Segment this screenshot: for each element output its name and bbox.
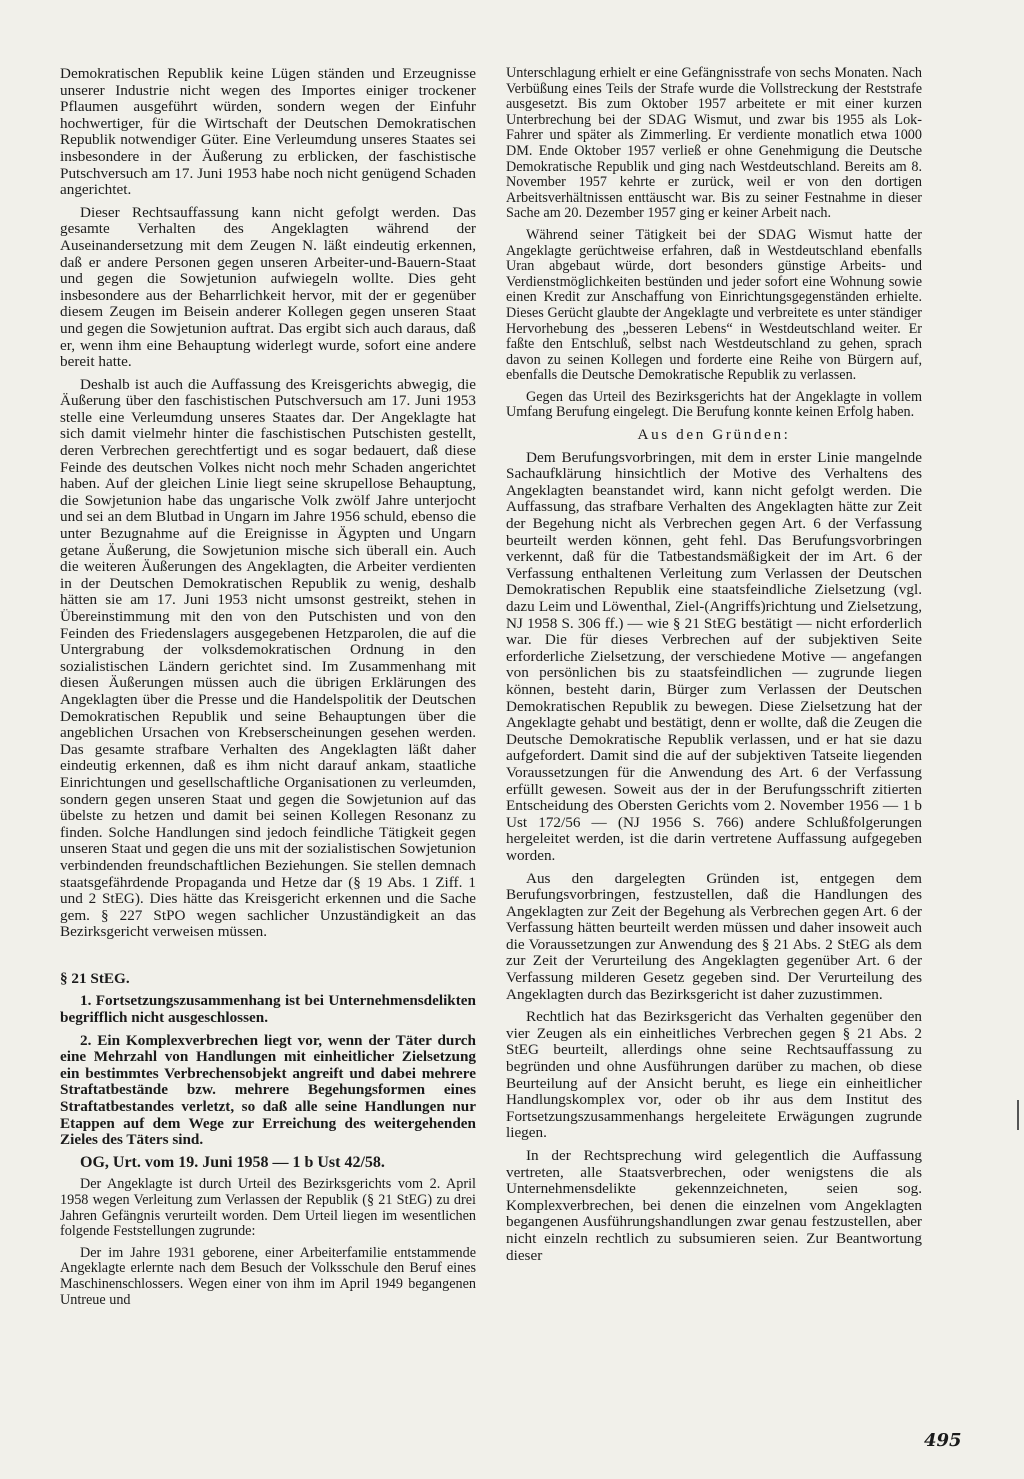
paragraph: Dieser Rechtsauffassung kann nicht gefolgt werden. Das gesamte Verhalten des Angeklagten während der Auseinandersetzung mit dem Zeugen N. läßt eindeutig erkennen, daß er andere Personen gegen unseren Arbeiter-und-Bauern-Staat und gegen die Sowjetunion aufwiegeln wollte. Dies geht insbesondere aus der Beharrlichkeit hervor, mit der er gegenüber diesem Zeugen im Beisein anderer Kollegen gegen unseren Staat und gegen die Sowjetunion auftrat. Das ergibt sich auch daraus, daß er, wenn ihm eine Behauptung widerlegt wurde, sofort eine andere bereit hatte.	[60, 203, 476, 371]
court-citation: OG, Urt. vom 19. Juni 1958 — 1 b Ust 42/58.	[80, 1153, 385, 1171]
paragraph: Rechtlich hat das Bezirksgericht das Verhalten gegenüber den vier Zeugen als ein einheitliches Verbrechen gegen § 21 Abs. 2 StEG beurteilt, allerdings ohne seine Rechtsauffassung zu begründen und ohne Ausführungen darüber zu machen, ob diese Beurteilung auf der Ansicht beruht, es liege ein einheitlicher Handlungskomplex vor, oder ob ihr aus dem Institut des Fortsetzungszusammenhangs hergeleitete Erwägungen zugrunde liegen.	[506, 1008, 922, 1142]
headnote-1: 1. Fortsetzungszusammenhang ist bei Unternehmensdelikten begrifflich nicht ausgeschlossen.	[60, 992, 476, 1027]
paragraph: Gegen das Urteil des Bezirksgerichts hat der Angeklagte in vollem Umfang Berufung eingelegt. Die Berufung konnte keinen Erfolg haben.	[506, 388, 922, 421]
paragraph: Dem Berufungsvorbringen, mit dem in erster Linie mangelnde Sachaufklärung hinsichtlich der Motive des Verhaltens des Angeklagten beanstandet wird, kann nicht gefolgt werden. Die Auffassung, das strafbare Verhalten des Angeklagten hätte zur Zeit der Begehung nicht als Verbrechen gegen Art. 6 der Verfassung beurteilt werden können, geht fehl. Das Berufungsvorbringen verkennt, daß für die Tatbestandsmäßigkeit der im Art. 6 der Verfassung enthaltenen Verleitung zum Verlassen der Deutschen Demokratischen Republik eine staatsfeindliche Zielsetzung (vgl. dazu Leim und Löwenthal, Ziel-(Angriffs)richtung und Zielsetzung, NJ 1958 S. 306 ff.) — wie § 21 StEG bestätigt — nicht erforderlich war. Die für dieses Verbrechen auf der subjektiven Seite erforderliche Zielsetzung, der verschiedene Motive — angefangen von persönlichen bis zu staatsfeindlichen — zugrunde liegen können, besteht darin, Bürger zum Verlassen der Deutschen Demokratischen Republik zu bewegen. Diese Zielsetzung hat der Angeklagte gehabt und bestätigt, denn er wollte, daß die Zeugen die Deutsche Demokratische Republik verlassen, und er hat sie dazu aufgefordert. Damit sind die auf der subjektiven Tatseite liegenden Voraussetzungen für die Anwendung des Art. 6 der Verfassung erfüllt gewesen. Soweit aus der in der Berufungsschrift zitierten Entscheidung des Obersten Gerichts vom 2. November 1956 — 1 b Ust 172/56 — (NJ 1956 S. 766) andere Schlußfolgerungen hergeleitet werden, ist die darin vertretene Auffassung aufgegeben worden.	[506, 448, 922, 864]
paragraph: Unterschlagung erhielt er eine Gefängnisstrafe von sechs Monaten. Nach Verbüßung eines Teils der Strafe wurde die Vollstreckung der Reststrafe ausgesetzt. Bis zum Oktober 1957 arbeitete er mit einer kurzen Unterbrechung bei der SDAG Wismut, und zwar bis 1955 als Lok-Fahrer und später als Zimmerling. Er verdiente monatlich etwa 1000 DM. Ende Oktober 1957 verließ er ohne Genehmigung die Deutsche Demokratische Republik und ging nach Westdeutschland. Bereits am 8. November 1957 kehrte er zurück, weil er von den dortigen Arbeitsverhältnissen enttäuscht war. Bis zu seiner Festnahme in dieser Sache am 20. Dezember 1957 ging er keiner Arbeit nach.	[506, 65, 922, 222]
paragraph: Deshalb ist auch die Auffassung des Kreisgerichts abwegig, die Äußerung über den faschistischen Putschversuch am 17. Juni 1953 stelle eine Verleumdung unseres Staates dar. Der Angeklagte hat sich damit vielmehr hinter die faschistischen Putschisten gestellt, deren Verbrechen gerechtfertigt und es sogar bedauert, daß diese Feinde des deutschen Volkes nicht noch mehr Schaden angerichtet haben. Auf der gleichen Linie liegt seine skrupellose Behauptung, die Sowjetunion habe das ungarische Volk zwölf Jahre unterjocht und sei an dem Blutbad in Ungarn im Jahre 1956 schuld, ebenso die unter Bezugnahme auf die Ereignisse in Ägypten und Ungarn getane Äußerung, die Sowjetunion mische sich überall ein. Auch die weiteren Äußerungen des Angeklagten, die Arbeiter verdienten in der Deutschen Demokratischen Republik zu wenig, deshalb hätten sie am 17. Juni 1953 nicht umsonst gestreikt, stehen in Übereinstimmung mit den von den Putschisten und von den Feinden des Friedenslagers ausgegebenen Hetzparolen, die auf die Untergrabung der volksdemokratischen Ordnung in den sozialistischen Ländern gerichtet sind. Im Zusammenhang mit diesen Äußerungen müssen auch die übrigen Erklärungen des Angeklagten über die Presse und die Handelspolitik der Deutschen Demokratischen Republik und seine Behauptungen über die angeblichen Ursachen von Krebserscheinungen gesehen werden. Das gesamte strafbare Verhalten des Angeklagten läßt daher eindeutig erkennen, daß es ihm nicht darauf ankam, staatliche Einrichtungen und gesellschaftliche Organisationen zu verleumden, sondern gegen unseren Staat und gegen die Sowjetunion auf das übelste zu hetzen und damit bei seinen Kollegen Resonanz zu finden. Solche Handlungen sind jedoch feindliche Tätigkeit gegen unseren Staat und gegen die uns mit der sozialistischen Sowjetunion verbindenden freundschaftlichen Beziehungen. Sie stellen demnach staatsgefährdende Propaganda und Hetze dar (§ 19 Abs. 1 Ziff. 1 und 2 StEG). Dies hätte das Kreisgericht erkennen und die Sache gem. § 227 StPO wegen sachlicher Unzuständigkeit an das Bezirksgericht verweisen müssen.	[60, 375, 476, 941]
paragraph: Demokratischen Republik keine Lügen ständen und Erzeugnisse unserer Industrie nicht wegen des Importes einiger trockener Pflaumen ausgeführt würden, sondern wegen der Einfuhr hochwertiger, für die Wirtschaft der Deutschen Demokratischen Republik notwendiger Güter. Eine Verleumdung unseres Staates sei insbesondere in der Äußerung zu erblicken, der faschistische Putschversuch am 17. Juni 1953 habe noch nicht genügend Schaden angerichtet.	[60, 65, 476, 199]
headnote-2: 2. Ein Komplexverbrechen liegt vor, wenn der Täter durch eine Mehrzahl von Handlungen mit einheitlicher Zielsetzung ein bestimmtes Verbrechensobjekt angreift und dabei mehrere Straftatbestände bzw. mehrere Begehungsformen eines Straftatbestandes verletzt, so daß alle seine Handlungen nur Etappen auf dem Wege zur Erreichung des weitergehenden Zieles des Täters sind.	[60, 1031, 476, 1149]
paragraph: Der Angeklagte ist durch Urteil des Bezirksgerichts vom 2. April 1958 wegen Verleitung zum Verlassen der Republik (§ 21 StEG) zu drei Jahren Gefängnis verurteilt worden. Dem Urteil liegen im wesentlichen folgende Feststellungen zugrunde:	[60, 1176, 476, 1240]
reasons-heading: Aus den Gründen:	[637, 426, 791, 444]
left-column	[60, 66, 476, 1314]
paragraph: Der im Jahre 1931 geborene, einer Arbeiterfamilie entstammende Angeklagte erlernte nach dem Besuch der Volksschule den Beruf eines Maschinenschlossers. Wegen einer von ihm im April 1949 begangenen Untreue und	[60, 1244, 476, 1308]
section-heading: § 21 StEG.	[60, 969, 130, 987]
paragraph: Aus den dargelegten Gründen ist, entgegen dem Berufungsvorbringen, festzustellen, daß die Handlungen des Angeklagten zur Zeit der Begehung als Verbrechen gegen Art. 6 der Verfassung hätten beurteilt werden müssen und daher insoweit auch die Voraussetzungen zur Anwendung des § 21 Abs. 2 StEG als dem zur Zeit der Verurteilung des Angeklagten gegenüber Art. 6 der Verfassung milderen Gesetz gegeben sind. Der Verurteilung des Angeklagten durch das Bezirksgericht ist daher zuzustimmen.	[506, 869, 922, 1003]
right-column	[506, 66, 922, 1270]
paragraph: In der Rechtsprechung wird gelegentlich die Auffassung vertreten, alle Staatsverbrechen, oder wenigstens die als Unternehmensdelikte gekennzeichneten, seien sog. Komplexverbrechen, bei denen die einzelnen vom Angeklagten begangenen Ausführungshandlungen zwar genau festzustellen, aber nicht einzeln rechtlich zu subsumieren seien. Zur Beantwortung dieser	[506, 1147, 922, 1264]
page-number: 495	[924, 1430, 962, 1451]
margin-mark	[1017, 1100, 1019, 1130]
paragraph: Während seiner Tätigkeit bei der SDAG Wismut hatte der Angeklagte gerüchtweise erfahren, daß in Westdeutschland ebenfalls Uran abgebaut würde, dort besonders günstige Arbeits- und Verdienstmöglichkeiten bestünden und jeder sofort eine Wohnung sowie einen Kredit zur Anschaffung von Einrichtungsgegenständen erhielte. Dieses Gerücht glaubte der Angeklagte und verbreitete es unter ständiger Hervorhebung des „besseren Lebens“ in Westdeutschland weiter. Er faßte den Entschluß, selbst nach Westdeutschland zu gehen, sprach davon zu seinen Kollegen und forderte eine Reihe von Bürgern auf, ebenfalls die Deutsche Demokratische Republik zu verlassen.	[506, 226, 922, 384]
